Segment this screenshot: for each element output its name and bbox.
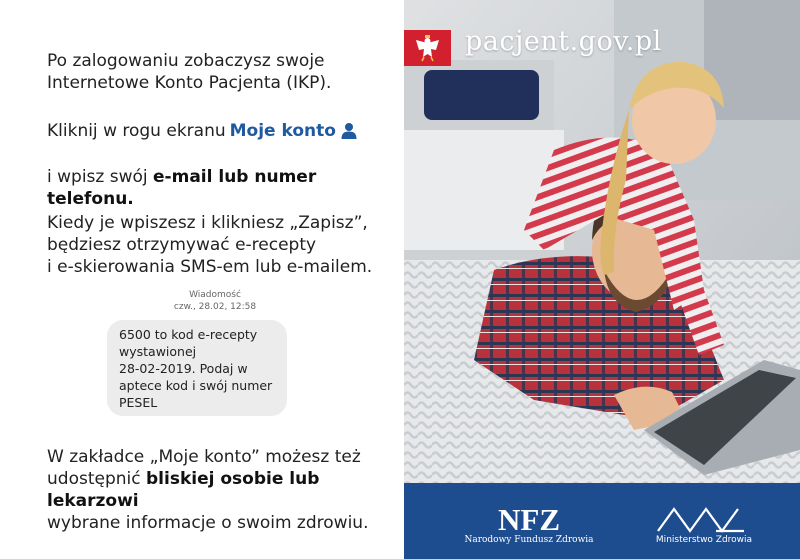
sms-label: Wiadomość	[189, 290, 241, 300]
sms-message-bubble	[107, 320, 287, 416]
nfz-name: Narodowy Fundusz Zdrowia	[464, 535, 594, 545]
sms-timestamp: czw., 28.02, 12:58	[173, 302, 257, 312]
sms-line: 6500 to kod e-recepty	[119, 327, 258, 342]
sms-line: PESEL	[119, 395, 158, 410]
polish-eagle-emblem	[404, 30, 451, 66]
step-save-text	[47, 212, 372, 278]
intro-line-2: Internetowe Konto Pacjenta (IKP).	[47, 73, 332, 93]
step-enter-prefix: i wpisz swój	[47, 167, 154, 187]
intro-text	[47, 50, 331, 94]
step-enter-contact	[47, 166, 404, 210]
nfz-logo-icon	[488, 503, 570, 535]
sharing-line-3: wybrane informacje o swoim zdrowiu.	[47, 513, 369, 533]
sharing-line-1: W zakładce „Moje konto” możesz też	[47, 447, 361, 467]
sharing-line-2-bold: bliskiej osobie lub lekarzowi	[47, 469, 320, 511]
eagle-icon	[404, 30, 451, 66]
step-click-text: Kliknij w rogu ekranu	[47, 121, 226, 141]
father-daughter-photo	[404, 0, 800, 483]
person-icon	[341, 122, 357, 139]
step-enter-bold: e-mail lub numer telefonu.	[47, 167, 317, 209]
intro-line-1: Po zalogowaniu zobaczysz swoje	[47, 51, 325, 71]
mz-name: Ministerstwo Zdrowia	[655, 535, 753, 545]
site-url: pacjent.gov.pl	[465, 26, 662, 57]
logo-band	[404, 483, 800, 559]
sharing-text	[47, 446, 404, 534]
moje-konto-link: Moje konto	[229, 121, 336, 141]
sms-line: wystawionej	[119, 344, 197, 359]
nfz-mark: NFZ	[498, 503, 560, 535]
mz-logo-icon	[656, 503, 746, 533]
sms-header	[160, 289, 270, 313]
step-save-line-3: i e-skierowania SMS-em lub e-mailem.	[47, 257, 373, 277]
sharing-line-2-prefix: udostępnić	[47, 469, 146, 489]
photo-panel	[404, 0, 800, 559]
step-click-account	[47, 120, 357, 142]
sms-line: aptece kod i swój numer	[119, 378, 273, 393]
step-save-line-2: będziesz otrzymywać e-recepty	[47, 235, 317, 255]
sms-line: 28-02-2019. Podaj w	[119, 361, 248, 376]
step-save-line-1: Kiedy je wpiszesz i klikniesz „Zapisz”,	[47, 213, 368, 233]
